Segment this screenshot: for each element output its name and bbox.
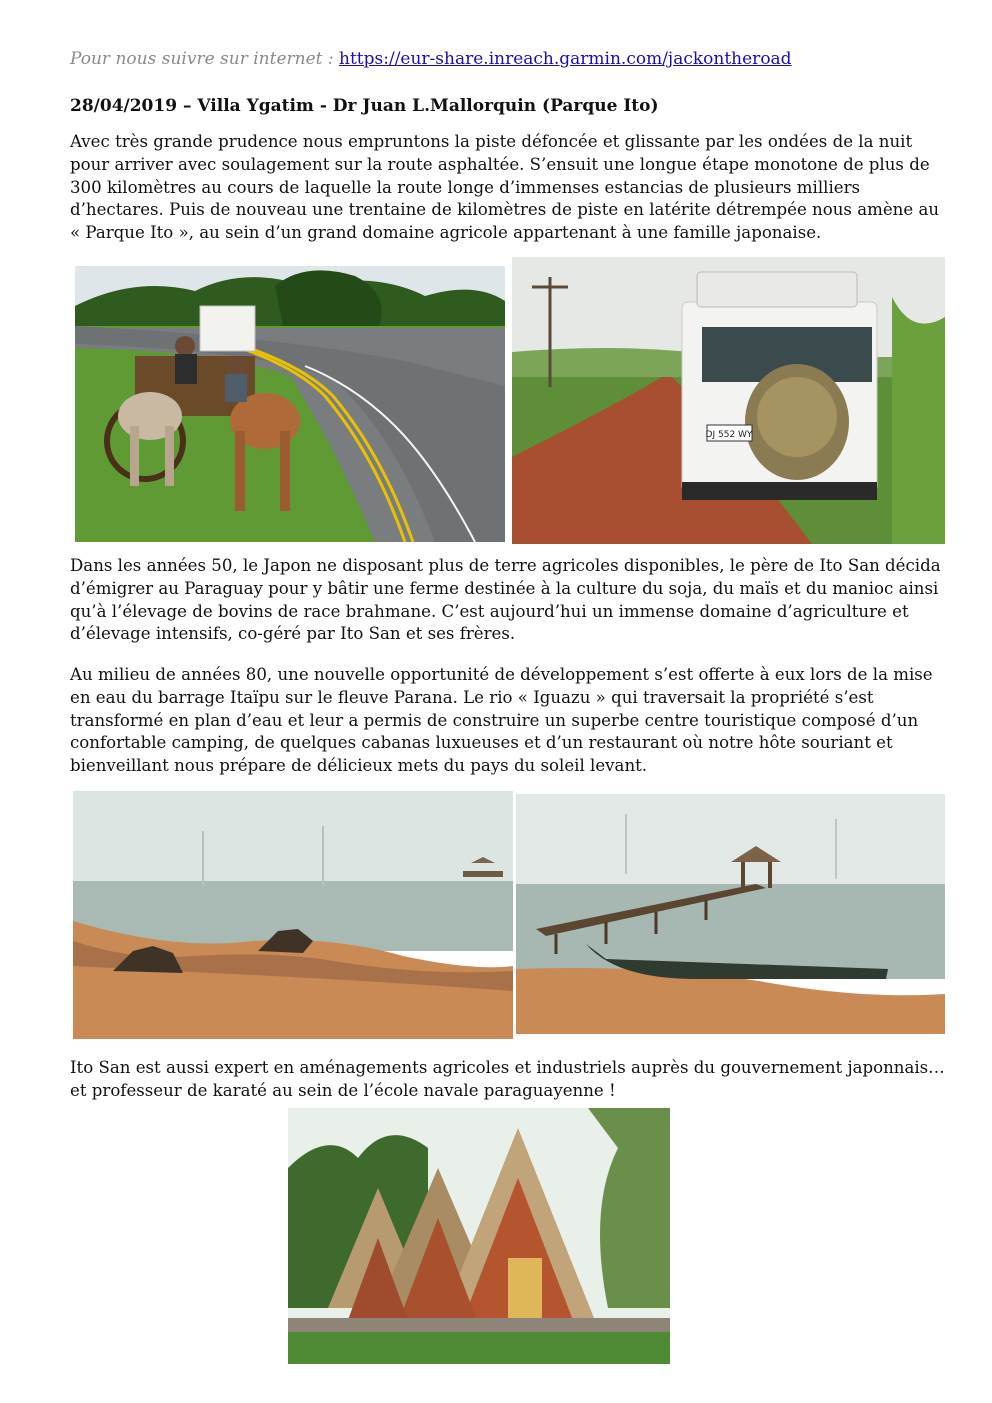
page-title: 28/04/2019 – Villa Ygatim - Dr Juan L.Mallorquin (Parque Ito)	[70, 96, 659, 116]
photo-pier-canoe	[516, 794, 945, 1034]
paragraph-history: Dans les années 50, le Japon ne disposant plus de terre agricoles disponibles, le père de Ito San décida d’émigrer au Paraguay pour y bâtir une ferme destinée à la culture du soja, du maïs et du manioc ainsi qu’à l’élevage de bovins de race brahmane. C’est aujourd’hui un immense domaine d’agriculture et d’élevage intensifs, co-géré par Ito San et ses frères.	[70, 556, 941, 644]
paragraph-karate: Ito San est aussi expert en aménagements agricoles et industriels auprès du gouvernement japonnais… et professeur de karaté au sein de l’école navale paraguayenne !	[70, 1058, 945, 1100]
photo-ox-cart-road	[75, 266, 505, 542]
license-plate-text: DJ 552 WY	[705, 430, 753, 440]
follow-label: Pour nous suivre sur internet :	[70, 49, 340, 69]
paragraph-route: Avec très grande prudence nous empruntons la piste défoncée et glissante par les ondées de la nuit pour arriver avec soulagement sur la route asphaltée. S’ensuit une longue étape monotone de plus de 300 kilomètres au cours de laquelle la route longe d’immenses estancias de plusieurs milliers d’hectares. Puis de nouveau une trentaine de kilomètres de piste en latérite détrempée nous amène au « Parque Ito », au sein d’un grand domaine agricole appartenant à une famille japonaise.	[70, 132, 940, 243]
tracking-link[interactable]: https://eur-share.inreach.garmin.com/jackontheroad	[339, 49, 792, 69]
photo-misty-lake	[73, 791, 513, 1039]
photo-land-rover-track	[512, 257, 945, 544]
follow-line	[70, 48, 792, 70]
paragraph-development: Au milieu de années 80, une nouvelle opportunité de développement s’est offerte à eux lors de la mise en eau du barrage Itaïpu sur le fleuve Parana. Le rio « Iguazu » qui traversait la propriété s’est transformé en plan d’eau et leur a permis de construire un superbe centre touristique composé d’un confortable camping, de quelques cabanas luxueuses et d’un restaurant où notre hôte souriant et bienveillant nous prépare de délicieux mets du pays du soleil levant.	[70, 665, 933, 776]
photo-thatched-cabins	[288, 1108, 670, 1364]
